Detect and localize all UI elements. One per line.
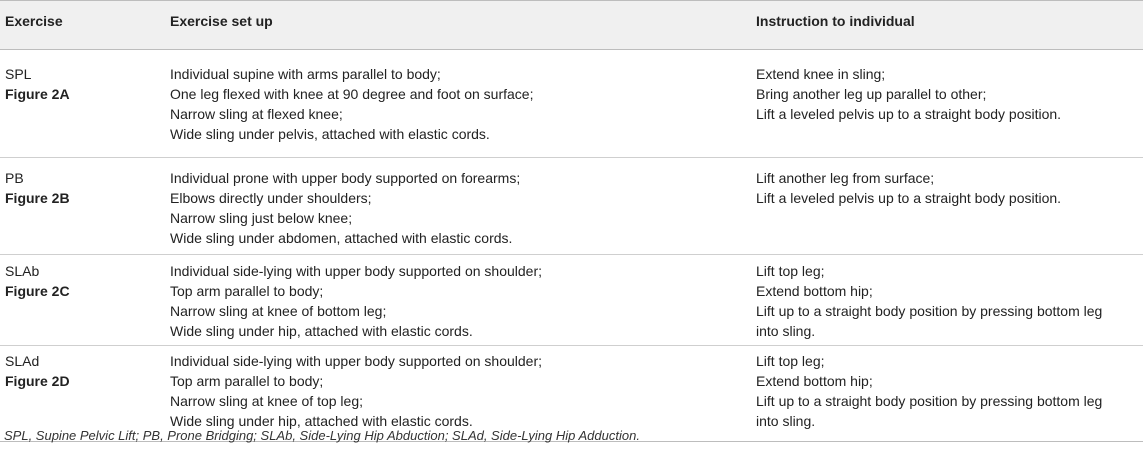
exercise-name: SPL <box>5 66 32 82</box>
setup-line: Narrow sling at flexed knee; <box>170 106 343 122</box>
exercise-name: PB <box>5 170 24 186</box>
setup-cell <box>170 158 756 255</box>
instruction-line: into sling. <box>756 413 816 429</box>
instruction-cell <box>756 346 1143 442</box>
instruction-line: Extend knee in sling; <box>756 66 886 82</box>
exercise-name: SLAd <box>5 353 40 369</box>
setup-line: Top arm parallel to body; <box>170 373 324 389</box>
setup-line: Narrow sling just below knee; <box>170 210 353 226</box>
figure-reference: Figure 2A <box>5 86 70 102</box>
table-header <box>0 1 1143 50</box>
setup-cell <box>170 255 756 346</box>
instruction-line: Lift a leveled pelvis up to a straight body position. <box>756 190 1062 206</box>
instruction-cell <box>756 50 1143 158</box>
setup-line: Elbows directly under shoulders; <box>170 190 372 206</box>
setup-line: Individual prone with upper body supported on forearms; <box>170 170 521 186</box>
exercise-cell <box>0 255 170 346</box>
instruction-line: Bring another leg up parallel to other; <box>756 86 987 102</box>
setup-line: Individual side-lying with upper body supported on shoulder; <box>170 353 543 369</box>
exercise-name: SLAb <box>5 263 40 279</box>
instruction-line: Lift another leg from surface; <box>756 170 935 186</box>
instruction-line: Lift top leg; <box>756 263 825 279</box>
header-row <box>0 1 1143 50</box>
setup-line: One leg flexed with knee at 90 degree and foot on surface; <box>170 86 534 102</box>
setup-line: Wide sling under hip, attached with elastic cords. <box>170 413 473 429</box>
setup-line: Wide sling under hip, attached with elastic cords. <box>170 323 473 339</box>
setup-line: Wide sling under pelvis, attached with elastic cords. <box>170 126 490 142</box>
instruction-line: Extend bottom hip; <box>756 373 873 389</box>
instruction-cell <box>756 158 1143 255</box>
setup-line: Narrow sling at knee of top leg; <box>170 393 363 409</box>
table-body <box>0 50 1143 442</box>
header-instruction: Instruction to individual <box>756 13 915 29</box>
figure-reference: Figure 2C <box>5 283 70 299</box>
table-row <box>0 50 1143 158</box>
setup-line: Wide sling under abdomen, attached with elastic cords. <box>170 230 513 246</box>
header-exercise-set-up: Exercise set up <box>170 13 273 29</box>
instruction-line: Extend bottom hip; <box>756 283 873 299</box>
exercise-cell <box>0 50 170 158</box>
table-footnote: SPL, Supine Pelvic Lift; PB, Prone Bridging; SLAb, Side-Lying Hip Abduction; SLAd, Side-Lying Hip Adduction. <box>4 428 640 443</box>
setup-line: Individual supine with arms parallel to body; <box>170 66 441 82</box>
instruction-line: Lift up to a straight body position by pressing bottom leg <box>756 303 1103 319</box>
figure-reference: Figure 2D <box>5 373 70 389</box>
table-row <box>0 158 1143 255</box>
setup-line: Individual side-lying with upper body supported on shoulder; <box>170 263 543 279</box>
table-row <box>0 255 1143 346</box>
setup-line: Top arm parallel to body; <box>170 283 324 299</box>
header-exercise: Exercise <box>5 13 63 29</box>
setup-cell <box>170 50 756 158</box>
instruction-line: into sling. <box>756 323 816 339</box>
instruction-line: Lift top leg; <box>756 353 825 369</box>
figure-reference: Figure 2B <box>5 190 70 206</box>
instruction-cell <box>756 255 1143 346</box>
instruction-line: Lift up to a straight body position by pressing bottom leg <box>756 393 1103 409</box>
exercise-cell <box>0 158 170 255</box>
setup-line: Narrow sling at knee of bottom leg; <box>170 303 387 319</box>
instruction-line: Lift a leveled pelvis up to a straight body position. <box>756 106 1062 122</box>
